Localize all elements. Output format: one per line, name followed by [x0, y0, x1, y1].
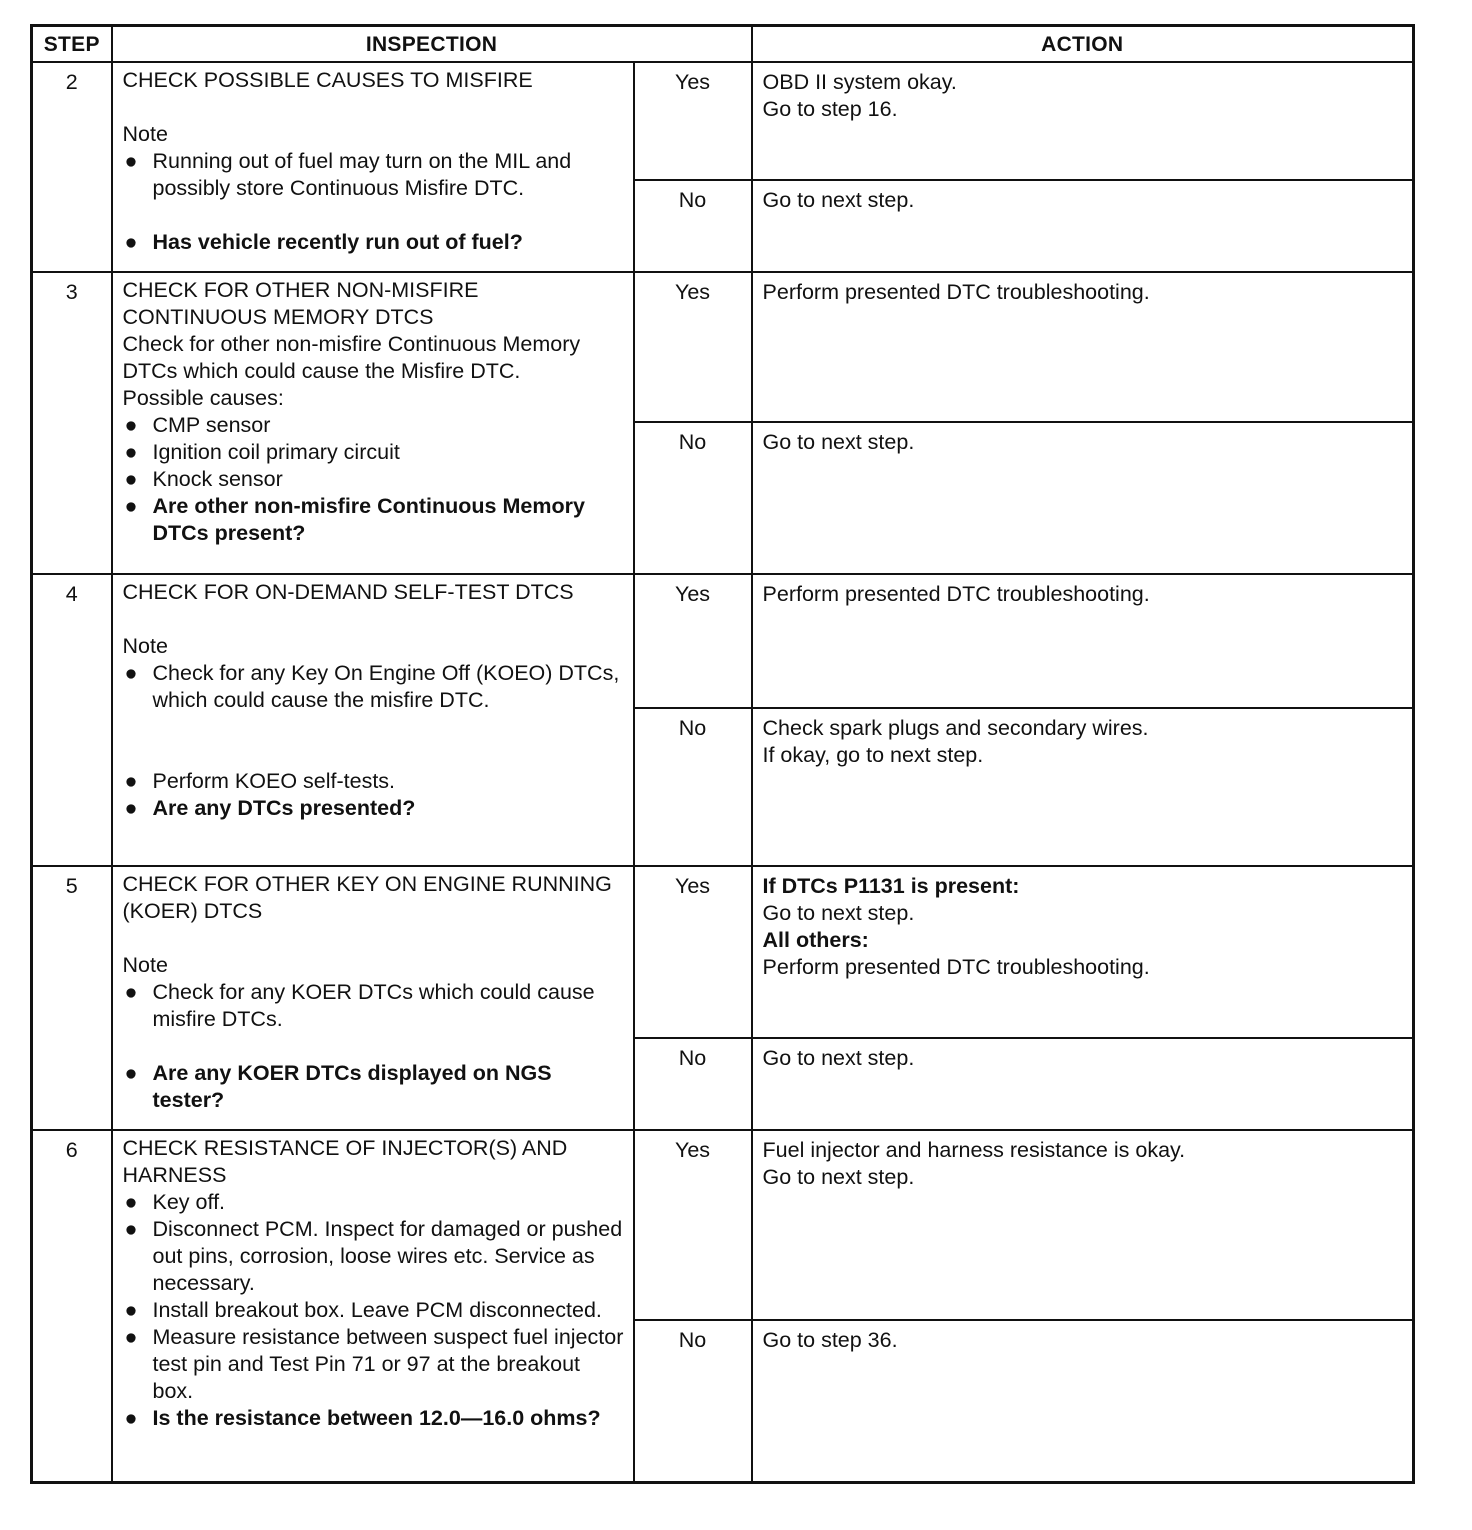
action-yes: If DTCs P1131 is present: Go to next step. All others: Perform presented DTC troubleshooting.: [752, 866, 1414, 1038]
diagnostic-table: [30, 24, 1415, 1484]
bullet-icon: ●: [124, 1298, 138, 1322]
inspection-question: ● Has vehicle recently run out of fuel?: [124, 230, 523, 254]
action-yes: Perform presented DTC troubleshooting.: [752, 272, 1414, 422]
list-item: ● CMP sensor: [124, 413, 271, 437]
action-no: Go to step 36.: [752, 1320, 1414, 1482]
note-label: Note: [122, 634, 168, 658]
inspection-body: Check for other non-misfire Continuous Memory DTCs which could cause the Misfire DTC.: [122, 332, 581, 383]
causes-label: Possible causes:: [122, 386, 284, 410]
header-step: STEP: [32, 26, 112, 63]
list-item: ● Disconnect PCM. Inspect for damaged or pushed out pins, corrosion, loose wires etc. Service as necessary.: [124, 1217, 623, 1295]
step-number: 4: [32, 574, 112, 866]
inspection-title: CHECK FOR ON-DEMAND SELF-TEST DTCS: [122, 580, 574, 604]
inspection-title: CHECK RESISTANCE OF INJECTOR(S) AND HARNESS: [122, 1136, 568, 1187]
action-no: Go to next step.: [752, 180, 1414, 272]
diagnostic-table-sheet: [30, 24, 1412, 1484]
bullet-icon: ●: [124, 769, 138, 793]
action-no: Check spark plugs and secondary wires. If okay, go to next step.: [752, 708, 1414, 866]
list-item: ● Check for any Key On Engine Off (KOEO) DTCs, which could cause the misfire DTC.: [124, 661, 620, 712]
result-yes: Yes: [634, 272, 752, 422]
result-no: No: [634, 422, 752, 574]
result-no: No: [634, 180, 752, 272]
step-number: 6: [32, 1130, 112, 1482]
inspection-question: ● Are any KOER DTCs displayed on NGS tester?: [124, 1061, 552, 1112]
bullet-icon: ●: [124, 467, 138, 491]
bullet-icon: ●: [124, 1190, 138, 1214]
list-item: ● Ignition coil primary circuit: [124, 440, 400, 464]
list-item: ● Check for any KOER DTCs which could cause misfire DTCs.: [124, 980, 595, 1031]
inspection-question: ● Are any DTCs presented?: [124, 796, 416, 820]
action-yes: Fuel injector and harness resistance is okay. Go to next step.: [752, 1130, 1414, 1320]
table-row: [32, 866, 1414, 1038]
inspection-question: ● Are other non-misfire Continuous Memory DTCs present?: [124, 494, 585, 545]
result-yes: Yes: [634, 574, 752, 708]
inspection-cell: [112, 866, 634, 1130]
list-item: ● Running out of fuel may turn on the MIL and possibly store Continuous Misfire DTC.: [124, 149, 572, 200]
note-label: Note: [122, 122, 168, 146]
inspection-question: ● Is the resistance between 12.0—16.0 ohms?: [124, 1406, 601, 1430]
action-no: Go to next step.: [752, 1038, 1414, 1130]
note-label: Note: [122, 953, 168, 977]
result-yes: Yes: [634, 1130, 752, 1320]
action-no: Go to next step.: [752, 422, 1414, 574]
bullet-icon: ●: [124, 661, 138, 685]
bullet-icon: ●: [124, 440, 138, 464]
list-item: ● Install breakout box. Leave PCM disconnected.: [124, 1298, 602, 1322]
header-inspection: INSPECTION: [112, 26, 752, 63]
list-item: ● Key off.: [124, 1190, 226, 1214]
step-number: 2: [32, 62, 112, 272]
list-item: ● Knock sensor: [124, 467, 283, 491]
action-yes: OBD II system okay. Go to step 16.: [752, 62, 1414, 180]
result-yes: Yes: [634, 866, 752, 1038]
result-no: No: [634, 1320, 752, 1482]
header-row: [32, 26, 1414, 63]
table-row: [32, 272, 1414, 422]
list-item: ● Perform KOEO self-tests.: [124, 769, 396, 793]
inspection-cell: [112, 1130, 634, 1482]
header-action: ACTION: [752, 26, 1414, 63]
inspection-title: CHECK FOR OTHER KEY ON ENGINE RUNNING (KOER) DTCS: [122, 872, 612, 923]
inspection-cell: [112, 272, 634, 574]
step-number: 5: [32, 866, 112, 1130]
result-no: No: [634, 1038, 752, 1130]
bullet-icon: ●: [124, 1061, 138, 1085]
bullet-icon: ●: [124, 980, 138, 1004]
inspection-title: CHECK FOR OTHER NON-MISFIRE CONTINUOUS MEMORY DTCS: [122, 278, 479, 329]
table-row: [32, 1130, 1414, 1320]
bullet-icon: ●: [124, 149, 138, 173]
list-item: ● Measure resistance between suspect fuel injector test pin and Test Pin 71 or 97 at the breakout box.: [124, 1325, 624, 1403]
inspection-cell: [112, 574, 634, 866]
table-row: [32, 574, 1414, 708]
table-row: [32, 62, 1414, 180]
bullet-icon: ●: [124, 230, 138, 254]
bullet-icon: ●: [124, 413, 138, 437]
bullet-icon: ●: [124, 1325, 138, 1349]
bullet-icon: ●: [124, 494, 138, 518]
result-yes: Yes: [634, 62, 752, 180]
bullet-icon: ●: [124, 796, 138, 820]
inspection-title: CHECK POSSIBLE CAUSES TO MISFIRE: [122, 68, 533, 92]
inspection-cell: [112, 62, 634, 272]
bullet-icon: ●: [124, 1406, 138, 1430]
action-yes: Perform presented DTC troubleshooting.: [752, 574, 1414, 708]
step-number: 3: [32, 272, 112, 574]
result-no: No: [634, 708, 752, 866]
bullet-icon: ●: [124, 1217, 138, 1241]
